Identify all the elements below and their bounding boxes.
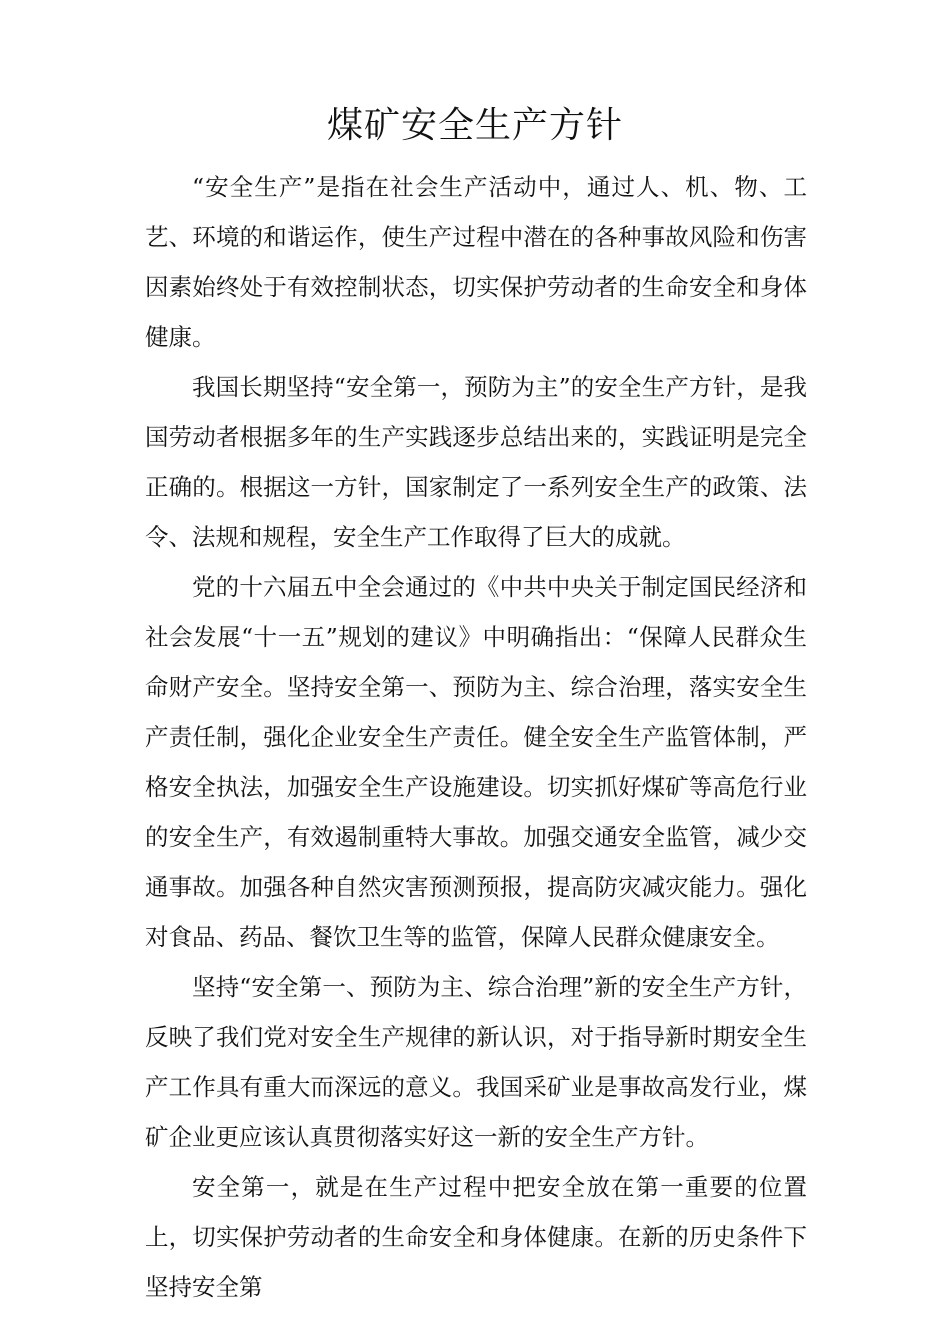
paragraph-2: 我国长期坚持“安全第一，预防为主”的安全生产方针，是我国劳动者根据多年的生产实践逐步总结出来的，实践证明是完全正确的。根据这一方针，国家制定了一系列安全生产的政策、法令、法规和规程，安全生产工作取得了巨大的成就。 bbox=[145, 373, 807, 551]
paragraph-5: 安全第一，就是在生产过程中把安全放在第一重要的位置上，切实保护劳动者的生命安全和身体健康。在新的历史条件下坚持安全第 bbox=[145, 1173, 807, 1301]
paragraph-1: “安全生产”是指在社会生产活动中，通过人、机、物、工艺、环境的和谐运作，使生产过程中潜在的各种事故风险和伤害因素始终处于有效控制状态，切实保护劳动者的生命安全和身体健康。 bbox=[145, 173, 807, 351]
document-title: 煤矿安全生产方针 bbox=[326, 105, 623, 146]
paragraph-4: 坚持“安全第一、预防为主、综合治理”新的安全生产方针，反映了我们党对安全生产规律的新认识，对于指导新时期安全生产工作具有重大而深远的意义。我国采矿业是事故高发行业，煤矿企业更应该认真贯彻落实好这一新的安全生产方针。 bbox=[145, 973, 807, 1151]
document-body bbox=[145, 162, 807, 1312]
paragraph-3: 党的十六届五中全会通过的《中共中央关于制定国民经济和社会发展“十一五”规划的建议》中明确指出：“保障人民群众生命财产安全。坚持安全第一、预防为主、综合治理，落实安全生产责任制，强化企业安全生产责任。健全安全生产监管体制，严格安全执法，加强安全生产设施建设。切实抓好煤矿等高危行业的安全生产，有效遏制重特大事故。加强交通安全监管，减少交通事故。加强各种自然灾害预测预报，提高防灾减灾能力。强化对食品、药品、餐饮卫生等的监管，保障人民群众健康安全。 bbox=[145, 573, 807, 951]
